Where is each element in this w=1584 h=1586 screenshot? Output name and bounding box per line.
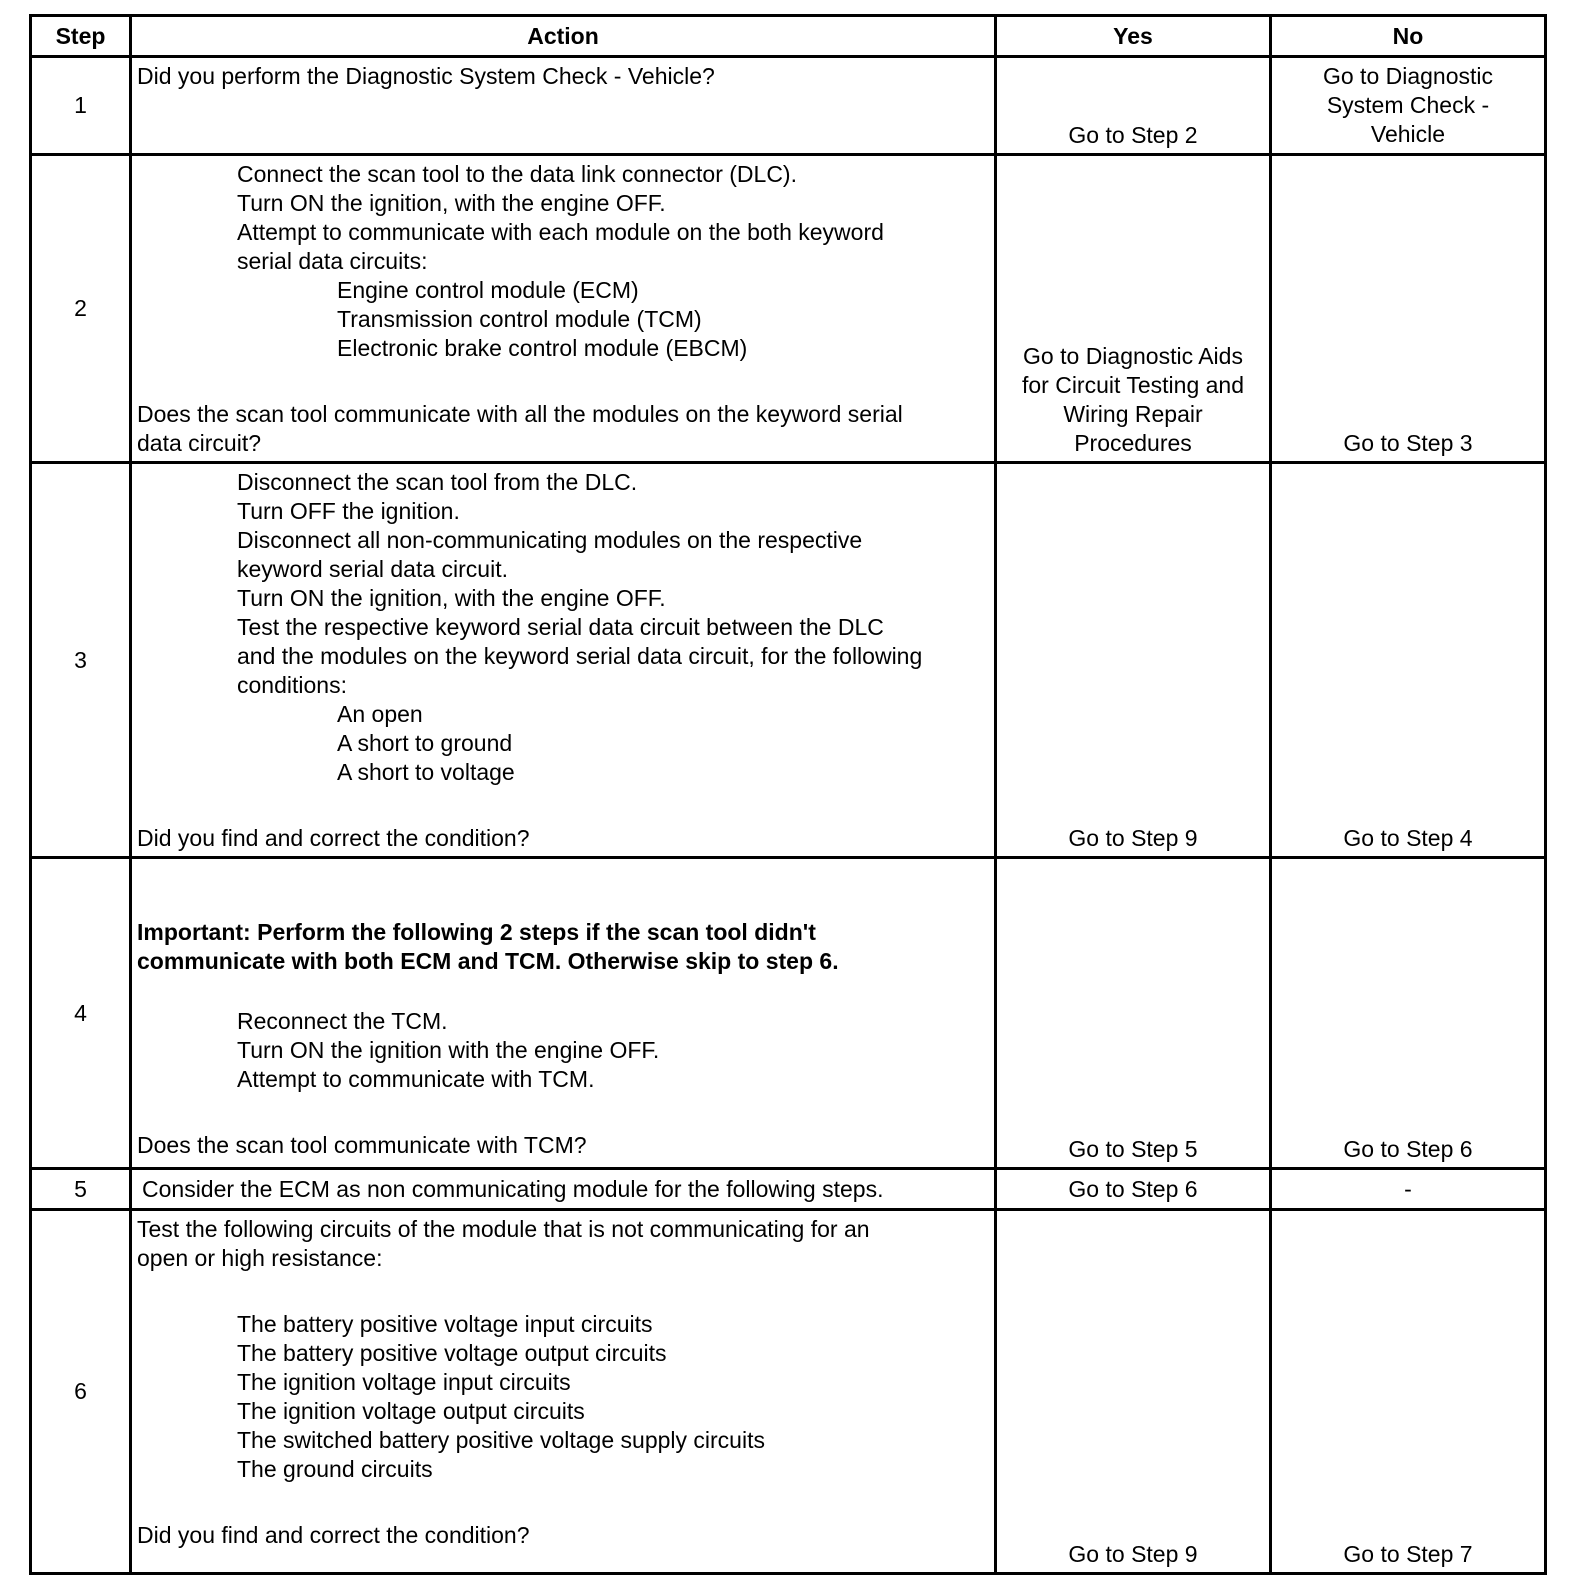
step-number: 5: [31, 1169, 131, 1210]
yes-line: Wiring Repair: [1063, 401, 1203, 427]
important-note: Important: Perform the following 2 steps if the scan tool didn't: [137, 919, 816, 945]
yes-line: Go to Diagnostic Aids: [1023, 343, 1243, 369]
action-cell: [131, 463, 996, 858]
no-line: Go to Diagnostic: [1322, 63, 1494, 89]
action-cell: [131, 858, 996, 1169]
no-cell: -: [1271, 1169, 1546, 1210]
action-step: Reconnect the TCM.: [237, 1008, 448, 1034]
action-step: The switched battery positive voltage supply circuits: [237, 1427, 765, 1453]
yes-cell: Go to Step 2: [996, 57, 1271, 155]
table-row: [31, 57, 1546, 155]
action-step: Turn ON the ignition, with the engine OFF.: [237, 190, 666, 216]
action-step: and the modules on the keyword serial data circuit, for the following: [237, 643, 923, 669]
step-number: 1: [31, 57, 131, 155]
action-sub-item: An open: [337, 701, 423, 727]
action-step: serial data circuits:: [237, 248, 428, 274]
action-question: data circuit?: [137, 430, 262, 456]
no-cell: Go to Step 6: [1271, 858, 1546, 1169]
action-step: Turn OFF the ignition.: [237, 498, 460, 524]
action-step: Attempt to communicate with TCM.: [237, 1066, 595, 1092]
action-step: The battery positive voltage input circuits: [237, 1311, 653, 1337]
yes-cell: Go to Step 9: [996, 463, 1271, 858]
no-line: System Check -: [1326, 92, 1490, 118]
action-cell: [131, 155, 996, 463]
action-step: The ground circuits: [237, 1456, 433, 1482]
action-step: The battery positive voltage output circuits: [237, 1340, 667, 1366]
action-step: keyword serial data circuit.: [237, 556, 508, 582]
no-cell: Go to Step 7: [1271, 1210, 1546, 1574]
yes-cell: Go to Step 9: [996, 1210, 1271, 1574]
header-row: [31, 16, 1546, 57]
action-step: Turn ON the ignition with the engine OFF.: [237, 1037, 660, 1063]
action-question: Did you find and correct the condition?: [137, 825, 530, 851]
action-question: Did you find and correct the condition?: [137, 1522, 530, 1548]
table-row: [31, 463, 1546, 858]
action-cell: [131, 1169, 996, 1210]
action-intro: open or high resistance:: [137, 1245, 383, 1271]
action-question: Does the scan tool communicate with all the modules on the keyword serial: [137, 401, 903, 427]
yes-line: Procedures: [1074, 430, 1192, 456]
action-text: Consider the ECM as non communicating module for the following steps.: [142, 1175, 884, 1202]
action-step: Turn ON the ignition, with the engine OFF.: [237, 585, 666, 611]
no-cell: Go to Step 3: [1271, 155, 1546, 463]
step-number: 2: [31, 155, 131, 463]
table-row: [31, 1210, 1546, 1574]
action-step: conditions:: [237, 672, 347, 698]
action-sub-item: A short to voltage: [337, 759, 515, 785]
action-intro: Test the following circuits of the module that is not communicating for an: [137, 1216, 870, 1242]
action-step: Disconnect all non-communicating modules on the respective: [237, 527, 863, 553]
no-cell: Go to Step 4: [1271, 463, 1546, 858]
yes-cell: [996, 155, 1271, 463]
action-cell: [131, 1210, 996, 1574]
action-sub-item: Transmission control module (TCM): [337, 306, 702, 332]
action-sub-item: A short to ground: [337, 730, 513, 756]
step-number: 4: [31, 858, 131, 1169]
action-text: Did you perform the Diagnostic System Check - Vehicle?: [137, 63, 715, 89]
action-sub-item: Engine control module (ECM): [337, 277, 639, 303]
action-step: The ignition voltage input circuits: [237, 1369, 571, 1395]
action-step: Connect the scan tool to the data link connector (DLC).: [237, 161, 797, 187]
yes-cell: Go to Step 5: [996, 858, 1271, 1169]
action-step: The ignition voltage output circuits: [237, 1398, 585, 1424]
yes-cell: Go to Step 6: [996, 1169, 1271, 1210]
action-sub-item: Electronic brake control module (EBCM): [337, 335, 748, 361]
header-yes: Yes: [996, 16, 1271, 57]
yes-line: for Circuit Testing and: [1021, 372, 1244, 398]
table-row: [31, 1169, 1546, 1210]
no-cell: [1271, 57, 1546, 155]
action-step: Attempt to communicate with each module on the both keyword: [237, 219, 884, 245]
step-number: 3: [31, 463, 131, 858]
table-row: [31, 858, 1546, 1169]
header-no: No: [1271, 16, 1546, 57]
step-number: 6: [31, 1210, 131, 1574]
table-row: [31, 155, 1546, 463]
header-action: Action: [131, 16, 996, 57]
action-step: Test the respective keyword serial data circuit between the DLC: [237, 614, 884, 640]
header-step: Step: [31, 16, 131, 57]
important-note: communicate with both ECM and TCM. Otherwise skip to step 6.: [137, 948, 839, 974]
action-cell: [131, 57, 996, 155]
diagnostic-table: [29, 14, 1547, 1575]
action-step: Disconnect the scan tool from the DLC.: [237, 469, 638, 495]
action-question: Does the scan tool communicate with TCM?: [137, 1132, 587, 1158]
no-line: Vehicle: [1370, 121, 1446, 147]
